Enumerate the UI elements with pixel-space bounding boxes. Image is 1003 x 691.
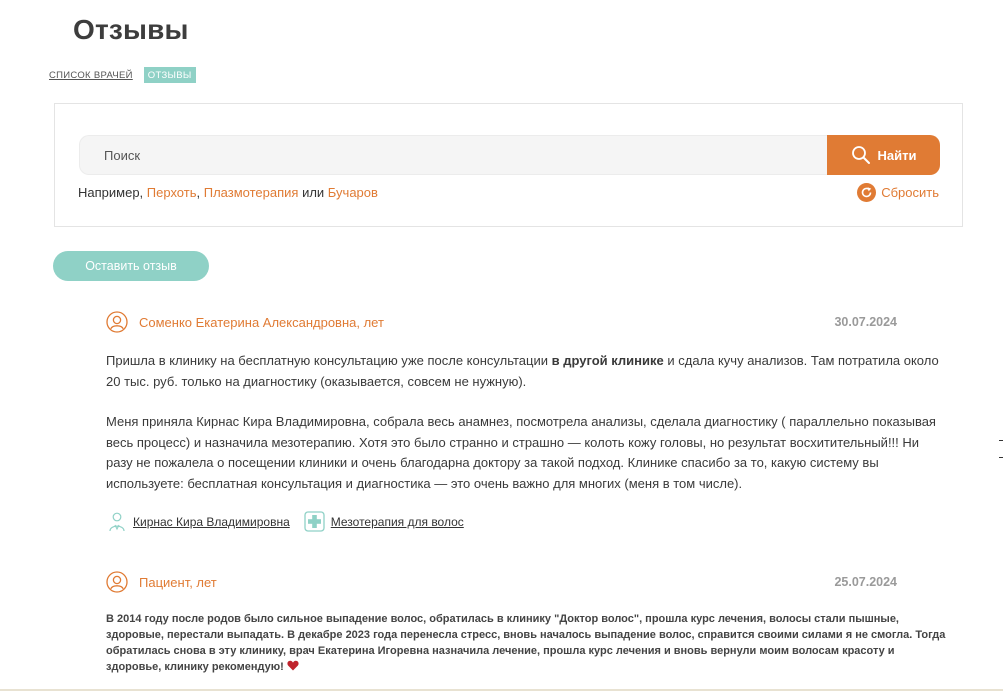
- plus-cross-icon: [304, 511, 325, 532]
- review-text-part: и сдала кучу анализов. Там потратила около 20 тыс. руб. только на диагностику (оказывается, совсем не нужную).: [106, 353, 939, 389]
- review-date: 30.07.2024: [834, 315, 897, 329]
- doctor-tag-link[interactable]: [106, 511, 290, 532]
- search-icon: [851, 145, 871, 165]
- edge-marks: [999, 440, 1003, 474]
- breadcrumb-current: ОТЗЫВЫ: [144, 67, 196, 83]
- review-paragraph: В 2014 году после родов было сильное выпадение волос, обратилась в клинику "Доктор волос", прошла курс лечения, волосы стали пышные, здоровые, перестали выпадать. В декабре 2023 года перенесла стресс, вновь началось выпадение волос, справится своими силами я не смогла. Тогда обратилась снова в эту клинику, врач Екатерина Игоревна назначила лечение, прошла курс лечения и вновь вернули моим волосам красоту и здоровье, клинику рекомендую!: [106, 613, 946, 673]
- search-button[interactable]: [827, 135, 940, 175]
- service-tag-link[interactable]: [304, 511, 464, 532]
- review-author: Соменко Екатерина Александровна, лет: [139, 314, 384, 330]
- review-text-part: Пришла в клинику на бесплатную консультацию уже после консультации: [106, 353, 552, 368]
- user-avatar-icon: [106, 311, 128, 333]
- examples-prefix: Например,: [78, 185, 144, 200]
- review-date: 25.07.2024: [834, 575, 897, 589]
- heart-icon: [287, 660, 299, 671]
- review-author: Пациент, лет: [139, 574, 217, 590]
- search-input[interactable]: [79, 135, 829, 175]
- leave-review-button[interactable]: Оставить отзыв: [53, 251, 209, 281]
- review-item: [106, 310, 946, 532]
- page-title: Отзывы: [73, 14, 189, 45]
- service-tag-label: Мезотерапия для волос: [330, 514, 464, 529]
- review-paragraph-1: [106, 351, 946, 392]
- review-header: [106, 310, 946, 334]
- doctor-icon: [106, 511, 127, 532]
- review-tags: [106, 511, 946, 532]
- review-header: [106, 570, 946, 594]
- user-avatar-icon: [106, 571, 128, 593]
- example-link-plasmotherapy[interactable]: Плазмотерапия: [203, 185, 299, 200]
- reset-button[interactable]: [857, 183, 939, 202]
- review-paragraph-2: Меня приняла Кирнас Кира Владимировна, собрала весь анамнез, посмотрела анализы, сделала диагностику ( параллельно показывая весь процесс) и назначила мезотерапию. Хотя это было странно и страшно — колоть кожу головы, но результат восхитительный!!! Ни разу не пожалела о посещении клиники и очень благодарна доктору за такой подход. Клинике спасибо за то, какую систему вы используете: бесплатная консультация и диагностика — это очень важно для многих (меня в том числе).: [106, 414, 936, 491]
- search-panel: [54, 103, 963, 227]
- reset-icon: [857, 183, 876, 202]
- review-text: [106, 351, 946, 494]
- review-item: [106, 570, 946, 675]
- search-button-label: Найти: [877, 147, 917, 163]
- reset-label: Сбросить: [881, 185, 939, 200]
- breadcrumb: [49, 67, 196, 83]
- example-link-bucharov[interactable]: Бучаров: [327, 185, 378, 200]
- breadcrumb-doctors-link[interactable]: СПИСОК ВРАЧЕЙ: [49, 69, 133, 81]
- review-text-bold: в другой клинике: [551, 353, 664, 368]
- examples-or: или: [302, 185, 325, 200]
- search-examples: [78, 185, 378, 200]
- example-link-dandruff[interactable]: Перхоть: [146, 185, 197, 200]
- review-text: [106, 611, 946, 675]
- examples-comma: ,: [196, 185, 201, 200]
- doctor-tag-label: Кирнас Кира Владимировна: [133, 514, 290, 529]
